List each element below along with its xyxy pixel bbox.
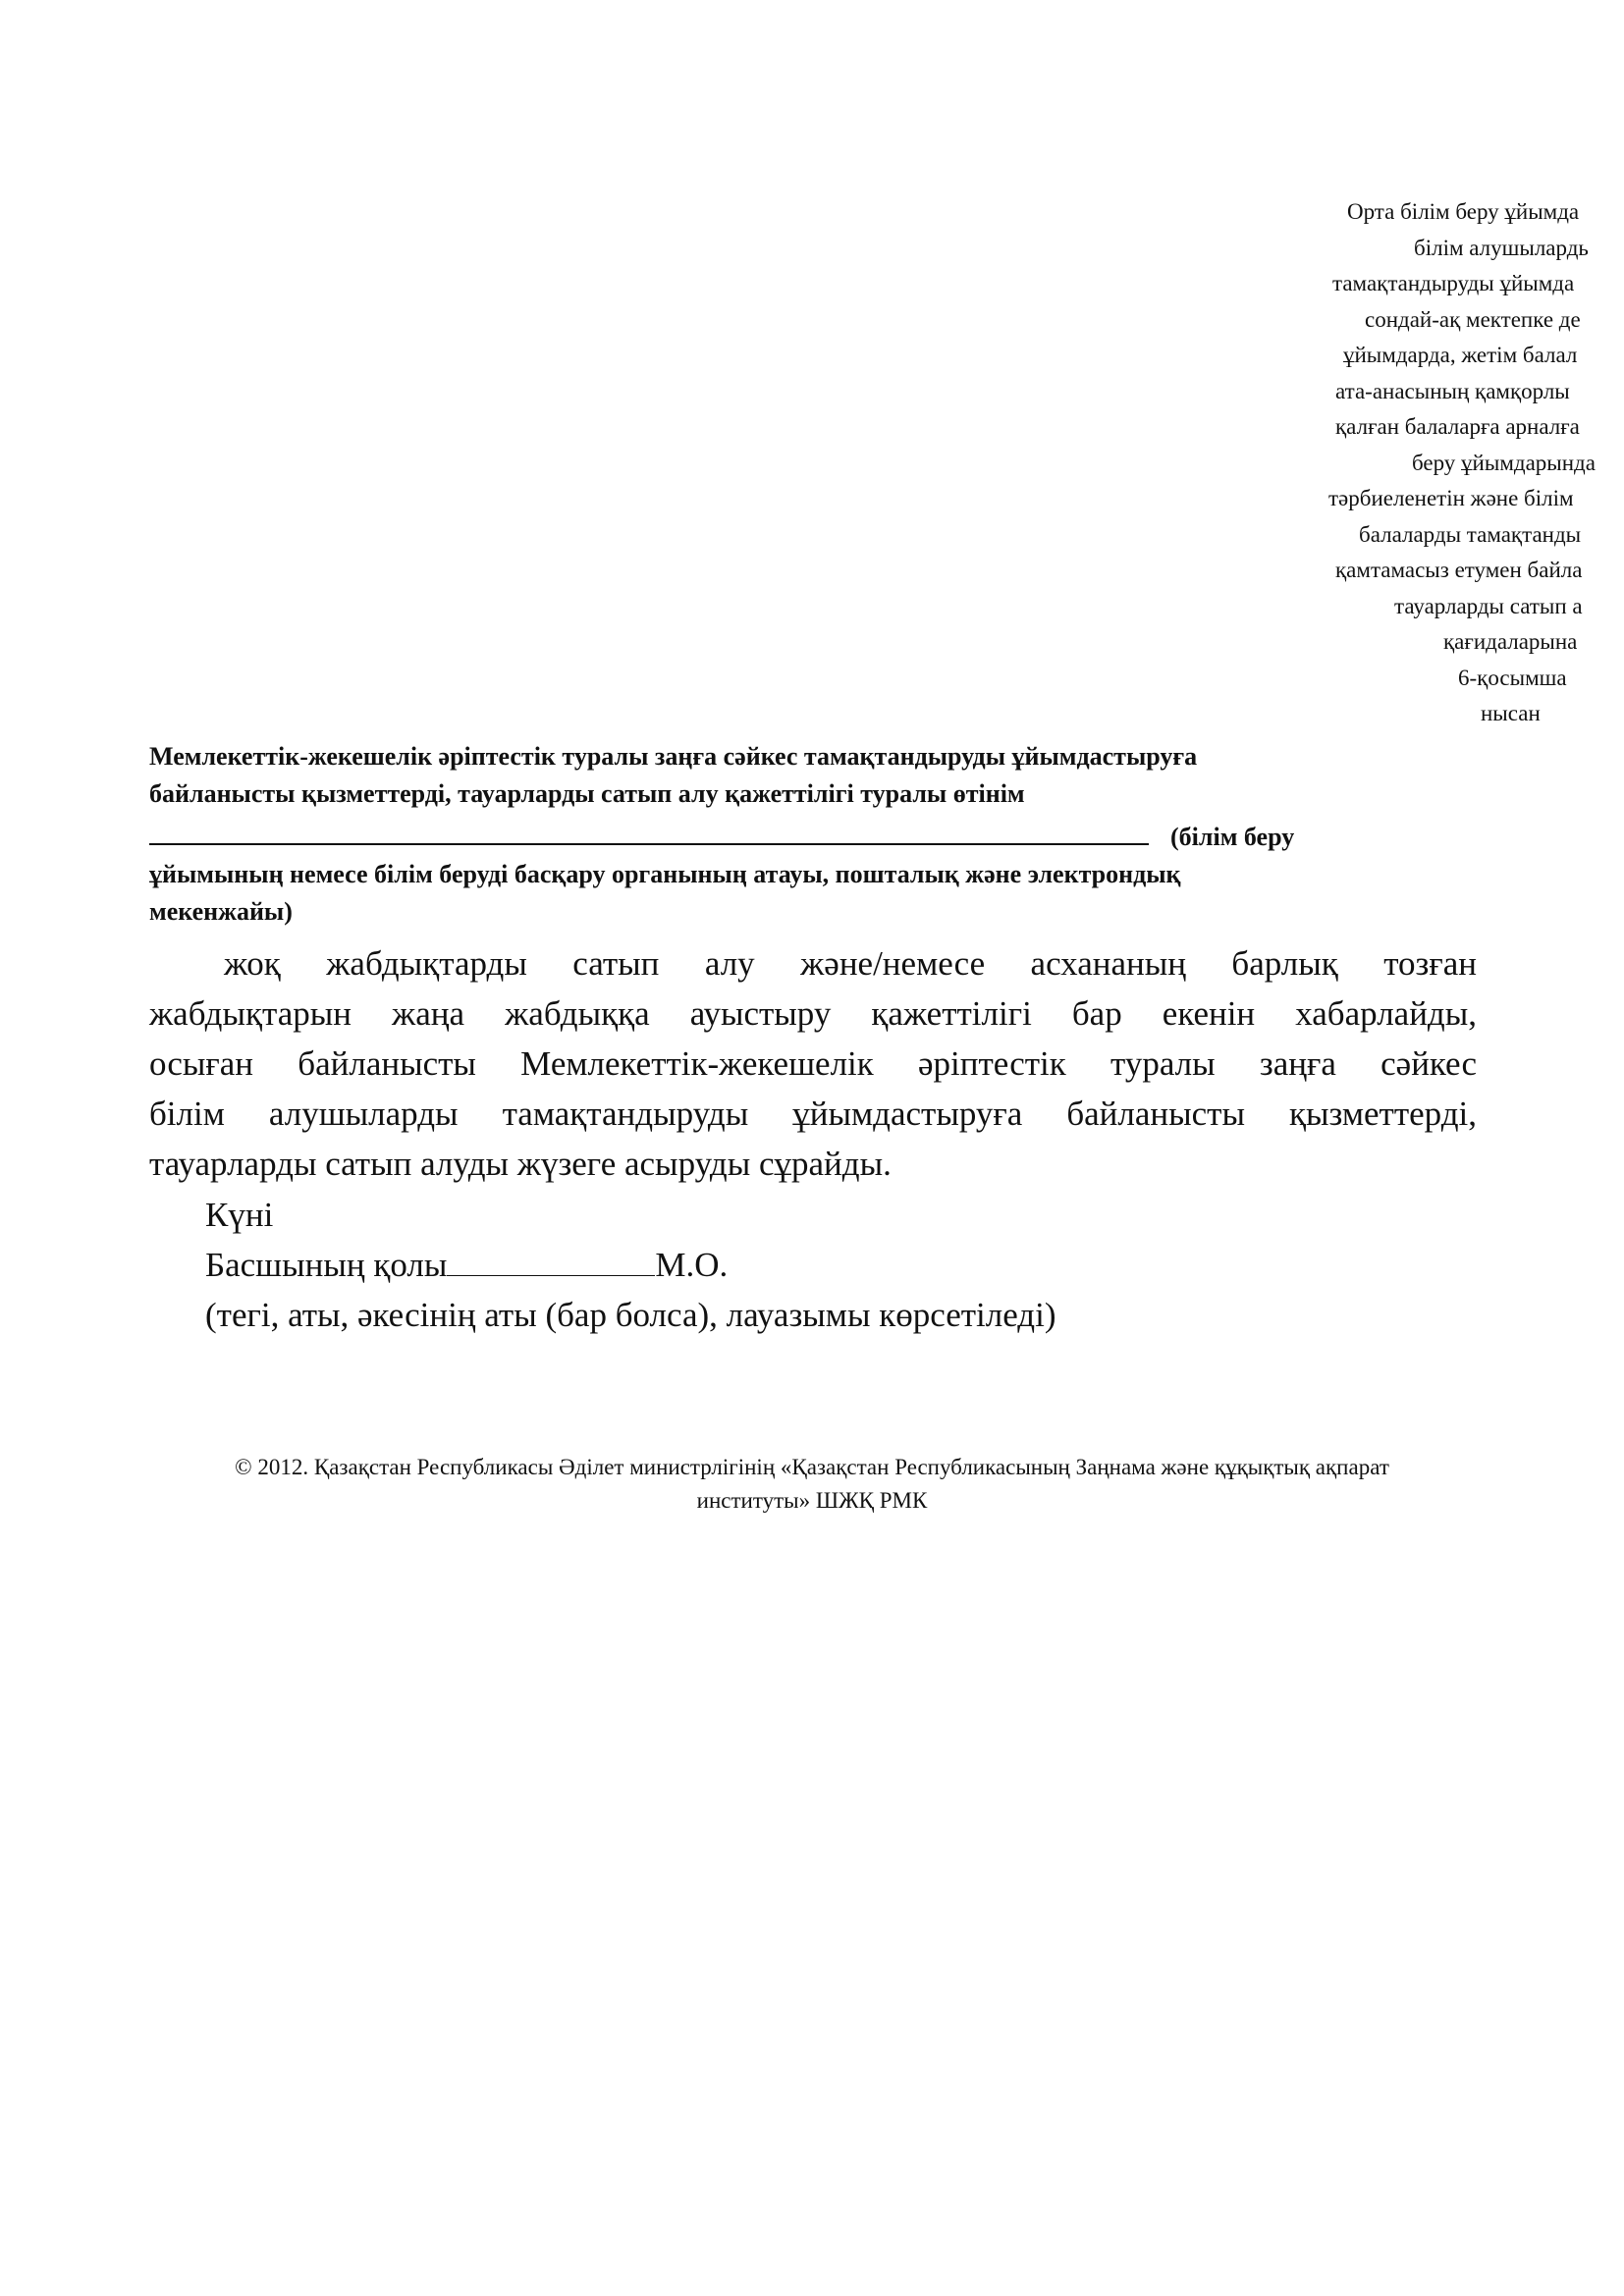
stamp-line: ата-анасының қамқорлы xyxy=(1335,378,1570,403)
org-desc-line: ұйымының немесе білім беруді басқару органының атауы, пошталық және электрондық xyxy=(149,860,1181,888)
body-line: жабдықтарын жаңа жабдыққа ауыстыру қажеттілігі бар екенін хабарлайды, xyxy=(149,994,1477,1033)
seal-label: М.О. xyxy=(655,1246,729,1284)
stamp-line: тәрбиеленетін және білім xyxy=(1328,486,1574,510)
stamp-line: қағидаларына xyxy=(1443,629,1578,654)
body-line: жоқ жабдықтарды сатып алу және/немесе асхананың барлық тозған xyxy=(224,944,1477,983)
body-line: осыған байланысты Мемлекеттік-жекешелік әріптестік туралы заңға сәйкес xyxy=(149,1044,1477,1083)
footer-line: институты» ШЖҚ РМК xyxy=(696,1488,928,1513)
footer-line: © 2012. Қазақстан Республикасы Әділет министрлігінің «Қазақстан Республикасының Заңнама және құқықтық ақпарат xyxy=(235,1455,1389,1479)
stamp-line: ұйымдарда, жетім балал xyxy=(1343,343,1578,367)
org-desc-line: мекенжайы) xyxy=(149,897,293,926)
organization-line xyxy=(149,819,1294,856)
copyright-footer xyxy=(0,1451,1624,1518)
stamp-line: сондай-ақ мектепке де xyxy=(1365,306,1581,332)
signature-blank-field xyxy=(447,1248,655,1276)
stamp-line: балаларды тамақтанды xyxy=(1359,521,1582,547)
stamp-line: 6-қосымша xyxy=(1458,665,1567,690)
organization-blank-field xyxy=(149,820,1149,845)
head-signature-label: Басшының қолы xyxy=(205,1246,448,1284)
organization-label: (білім беру xyxy=(1170,823,1295,851)
stamp-line: білім алушылардь xyxy=(1414,235,1589,260)
date-label: Күні xyxy=(205,1196,274,1234)
stamp-line: қамтамасыз етумен байла xyxy=(1335,558,1583,582)
stamp-line: беру ұйымдарында xyxy=(1412,450,1596,475)
stamp-line: нысан xyxy=(1481,701,1541,725)
body-line: тауарларды сатып алуды жүзеге асыруды сұрайды. xyxy=(149,1145,892,1183)
organization-description xyxy=(149,856,1426,931)
body-line: білім алушыларды тамақтандыруды ұйымдастыруға байланысты қызметтерді, xyxy=(149,1095,1477,1133)
stamp-line: тауарларды сатып а xyxy=(1394,593,1583,618)
document-title xyxy=(149,738,1426,813)
signature-note: (тегі, аты, әкесінің аты (бар болса), лауазымы көрсетіледі) xyxy=(205,1296,1056,1334)
title-line: Мемлекеттік-жекешелік әріптестік туралы заңға сәйкес тамақтандыруды ұйымдастыруға xyxy=(149,742,1198,771)
request-body xyxy=(149,938,1477,1189)
head-signature-row xyxy=(205,1240,728,1290)
stamp-line: Орта білім беру ұйымда xyxy=(1347,199,1580,224)
title-line: байланысты қызметтерді, тауарларды сатып алу қажеттілігі туралы өтінім xyxy=(149,779,1025,808)
stamp-line: қалған балаларға арналға xyxy=(1335,414,1580,439)
stamp-line: тамақтандыруды ұйымда xyxy=(1332,271,1575,295)
